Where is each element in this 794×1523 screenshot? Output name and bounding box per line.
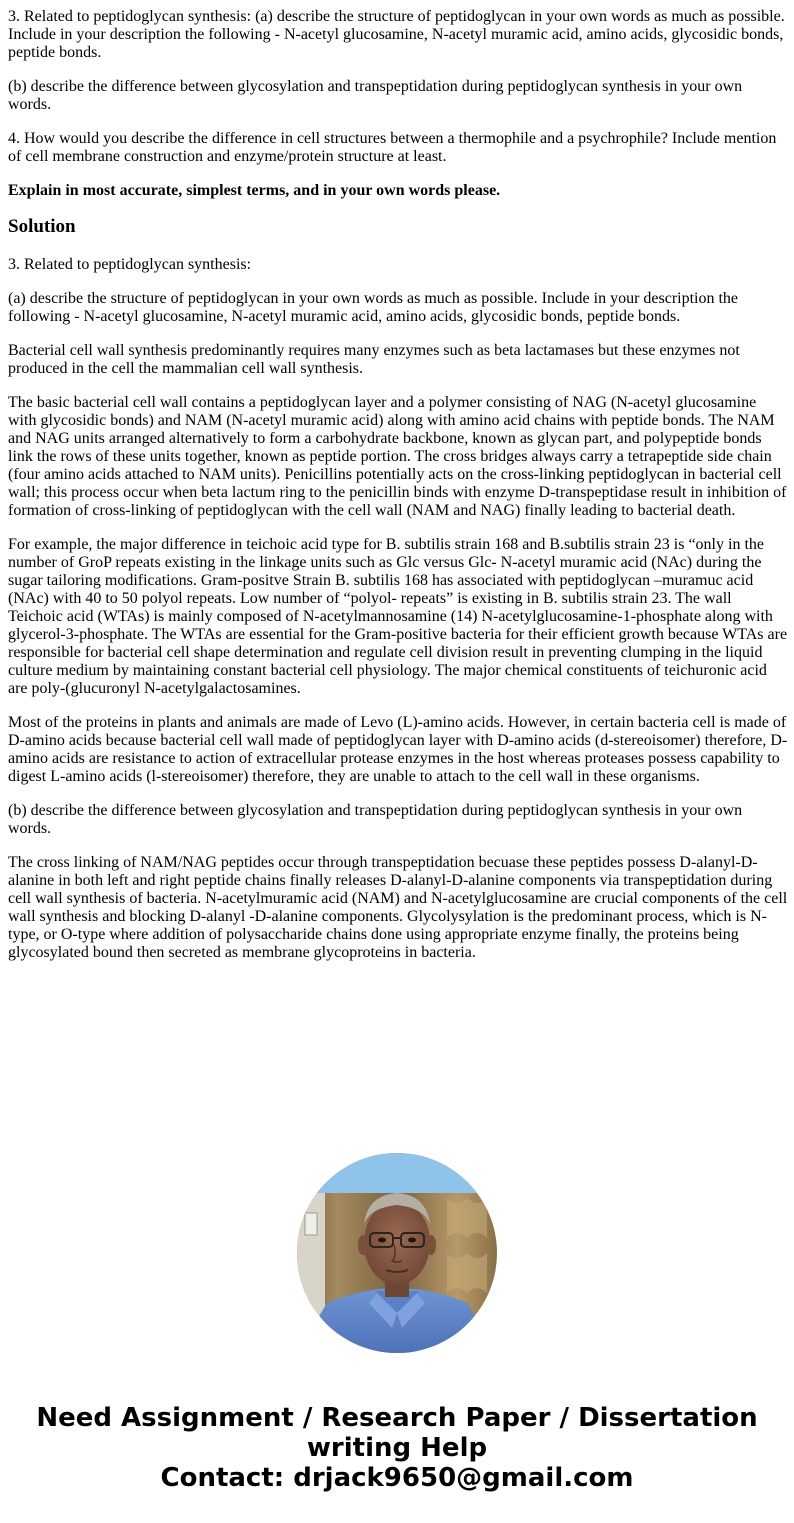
promo-line-2: writing Help xyxy=(306,1433,488,1463)
solution-paragraph-5: For example, the major difference in teichoic acid type for B. subtilis strain 168 and B.subtilis strain 23 is “only in the number of GroP repeats existing in the linkage units such as Glc versus Glc- N-acetyl muramic acid (NAc) during the sugar tailoring modifications. Gram-positve Strain B. subtilis 168 has associated with peptidoglycan –muramuc acid (NAc) with 40 to 50 polyol repeats. Low number of “polyol- repeats” is existing in B. subtilis strain 23. The wall Teichoic acid (WTAs) is mainly composed of N-acetylmannosamine (14) N-acetylglucosamine-1-phosphate along with glycerol-3-phosphate. The WTAs are essential for the Gram-positive bacteria for their efficient growth because WTAs are responsible for bacterial cell shape determination and regulate cell division result in preventing clumping in the liquid culture medium by maintaining constant bacterial cell physiology. The major chemical constituents of teichuronic acid are poly-(glucuronyl N-acetylgalactosamines. xyxy=(8,536,788,697)
solution-heading: Solution xyxy=(8,216,76,237)
question-4: 4. How would you describe the difference in cell structures between a thermophile and a psychrophile? Include mention of cell membrane construction and enzyme/protein structure at least. xyxy=(8,130,777,165)
author-portrait-image xyxy=(297,1153,497,1353)
solution-paragraph-6: Most of the proteins in plants and animals are made of Levo (L)-amino acids. However, in certain bacteria cell is made of D-amino acids because bacterial cell wall made of peptidoglycan layer with D-amino acids (d-stereoisomer) therefore, D-amino acids are resistance to action of extracellular protease enzymes in the host whereas proteases possess capability to digest L-amino acids (l-stereoisomer) therefore, they are unable to attach to the cell wall in these organisms. xyxy=(8,714,788,785)
promo-contact-line: Contact: drjack9650@gmail.com xyxy=(160,1463,634,1493)
question-3: 3. Related to peptidoglycan synthesis: (a) describe the structure of peptidoglycan in your own words as much as possible. Include in your description the following - N-acetyl glucosamine, N-acetyl muramic acid, amino acids, glycosidic bonds, peptide bonds. xyxy=(8,8,785,61)
question-3b: (b) describe the difference between glycosylation and transpeptidation during peptidoglycan synthesis in your own words. xyxy=(8,78,743,113)
promo-line-1: Need Assignment / Research Paper / Dissertation xyxy=(36,1403,758,1433)
promo-banner xyxy=(0,1403,794,1493)
solution-paragraph-4: The basic bacterial cell wall contains a peptidoglycan layer and a polymer consisting of NAG (N-acetyl glucosamine with glycosidic bonds) and NAM (N-acetyl muramic acid) along with amino acid chains with peptide bonds. The NAM and NAG units arranged alternatively to form a carbohydrate backbone, known as glycan part, and polypeptide bonds link the rows of these units together, known as peptide portion. The cross bridges always carry a tetrapeptide side chain (four amino acids attached to NAM units). Penicillins potentially acts on the cross-linking peptidoglycan in bacterial cell wall; this process occur when beta lactum ring to the penicillin binds with enzyme D-transpeptidase result in inhibition of formation of cross-linking of peptidoglycan with the cell wall (NAM and NAG) finally leading to bacterial death. xyxy=(8,394,787,519)
solution-paragraph-8: The cross linking of NAM/NAG peptides occur through transpeptidation becuase these peptides possess D-alanyl-D-alanine in both left and right peptide chains finally releases D-alanyl-D-alanine components via transpeptidation during cell wall synthesis of bacteria. N-acetylmuramic acid (NAM) and N-acetylglucosamine are crucial components of the cell wall synthesis and blocking D-alanyl -D-alanine components. Glycolysylation is the predominant process, which is N-type, or O-type where addition of polysaccharide chains done using appropriate enzyme finally, the proteins being glycosylated bound then secreted as membrane glycoproteins in bacteria. xyxy=(8,854,788,961)
question-instruction: Explain in most accurate, simplest terms, and in your own words please. xyxy=(8,182,501,199)
solution-paragraph-2: (a) describe the structure of peptidoglycan in your own words as much as possible. Include in your description the following - N-acetyl glucosamine, N-acetyl muramic acid, amino acids, glycosidic bonds, peptide bonds. xyxy=(8,290,739,325)
solution-paragraph-7: (b) describe the difference between glycosylation and transpeptidation during peptidoglycan synthesis in your own words. xyxy=(8,802,743,837)
document-body xyxy=(8,0,788,978)
solution-paragraph-3: Bacterial cell wall synthesis predominantly requires many enzymes such as beta lactamases but these enzymes not produced in the cell the mammalian cell wall synthesis. xyxy=(8,342,740,377)
author-avatar xyxy=(297,1153,497,1353)
solution-paragraph-1: 3. Related to peptidoglycan synthesis: xyxy=(8,256,252,273)
